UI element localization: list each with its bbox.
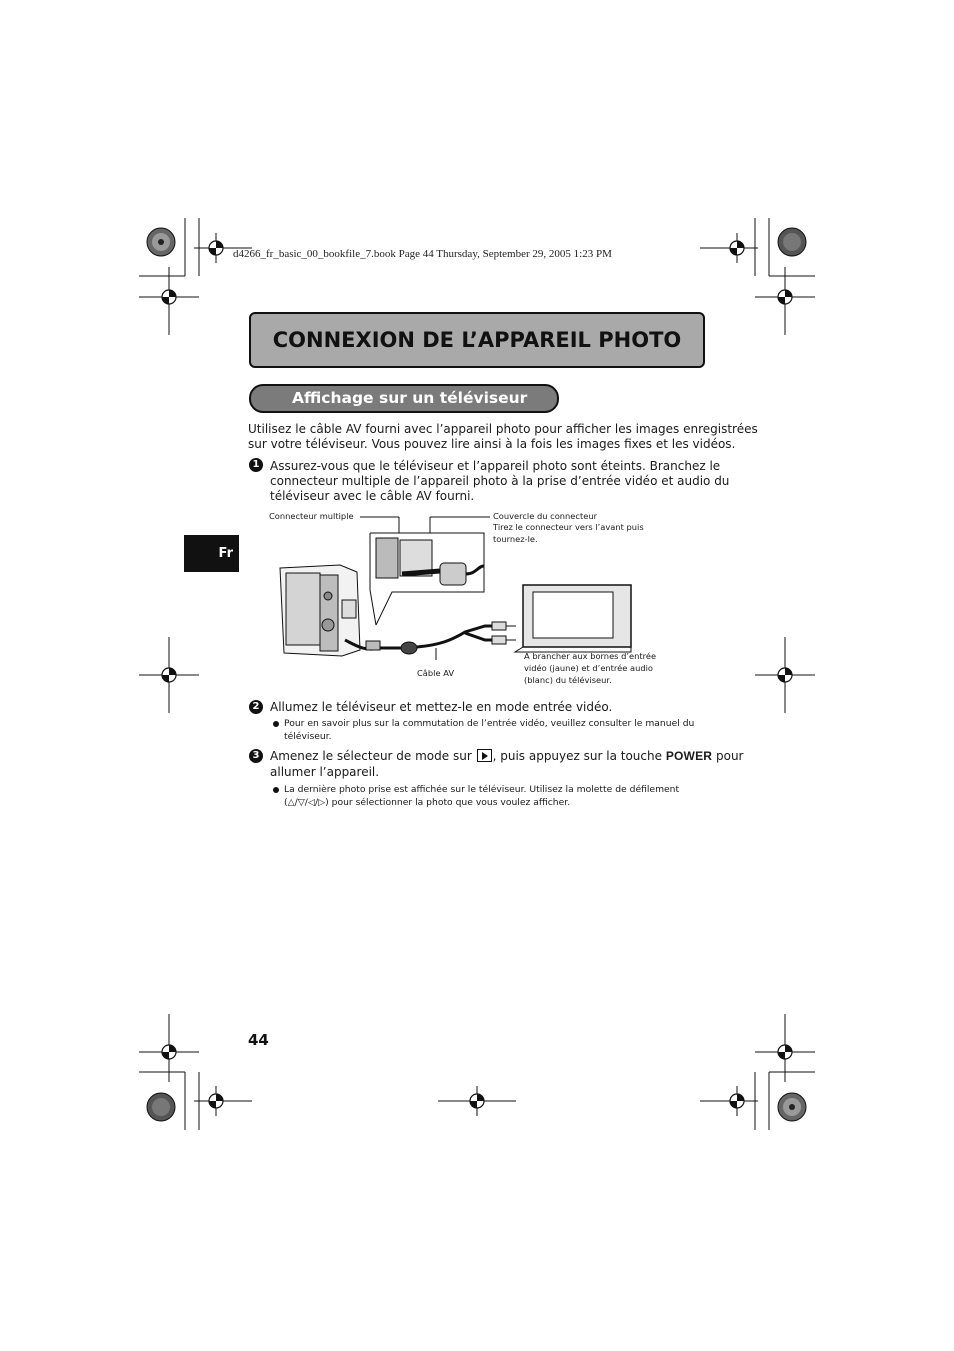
label-couvercle-line-2: Tirez le connecteur vers l’avant puis [493, 522, 644, 532]
play-mode-icon [477, 749, 492, 762]
step-2-bullet-line-1: Pour en savoir plus sur la commutation de l’entrée vidéo, veuillez consulter le manuel du [284, 718, 695, 729]
label-tv-line-1: À brancher aux bornes d’entrée [524, 651, 657, 661]
label-cable-av: Câble AV [417, 668, 455, 678]
page-title: CONNEXION DE L’APPAREIL PHOTO [272, 328, 682, 352]
section-subtitle: Affichage sur un téléviseur [292, 389, 528, 407]
step-2-bullet-line-2: téléviseur. [284, 731, 332, 742]
label-tv-line-3: (blanc) du téléviseur. [524, 675, 612, 685]
intro-line-2: sur votre téléviseur. Vous pouvez lire ainsi à la fois les images fixes et les vidéos. [248, 437, 736, 451]
step-3-bullet-line-2: (△/▽/◁/▷) pour sélectionner la photo que vous voulez afficher. [284, 797, 571, 808]
step-3-bullet-line-1: La dernière photo prise est affichée sur le téléviseur. Utilisez la molette de défilement [284, 784, 680, 795]
print-header-line: d4266_fr_basic_00_bookfile_7.book Page 44 Thursday, September 29, 2005 1:23 PM [233, 248, 612, 260]
step-3-number: 3 [249, 749, 263, 763]
language-tab-label: Fr [218, 546, 233, 561]
step-1-line-1: Assurez-vous que le téléviseur et l’appareil photo sont éteints. Branchez le [270, 459, 721, 473]
label-tv-line-2: vidéo (jaune) et d’entrée audio [524, 663, 654, 673]
step-1-number: 1 [249, 458, 263, 472]
step-2-bullet [273, 721, 279, 727]
step-3-line-1 [270, 749, 743, 764]
step-3-line-2: allumer l’appareil. [270, 765, 380, 779]
label-connecteur-multiple: Connecteur multiple [269, 511, 354, 521]
step-1-line-2: connecteur multiple de l’appareil photo à la prise d’entrée vidéo et audio du [270, 474, 730, 488]
page-number: 44 [248, 1031, 269, 1049]
power-button-label: POWER [665, 749, 713, 763]
step-1-line-3: téléviseur avec le câble AV fourni. [270, 489, 475, 503]
step-3-text-c: pour [715, 749, 744, 763]
intro-line-1: Utilisez le câble AV fourni avec l’appareil photo pour afficher les images enregistrées [248, 422, 758, 436]
label-couvercle-line-3: tournez-le. [493, 534, 538, 544]
step-3-text-b: , puis appuyez sur la touche [492, 749, 662, 763]
step-2-number: 2 [249, 700, 263, 714]
step-3-bullet [273, 787, 279, 793]
step-2-line-1: Allumez le téléviseur et mettez-le en mode entrée vidéo. [270, 700, 613, 714]
step-3-text-a: Amenez le sélecteur de mode sur [270, 749, 472, 763]
label-couvercle-line-1: Couvercle du connecteur [493, 511, 597, 521]
